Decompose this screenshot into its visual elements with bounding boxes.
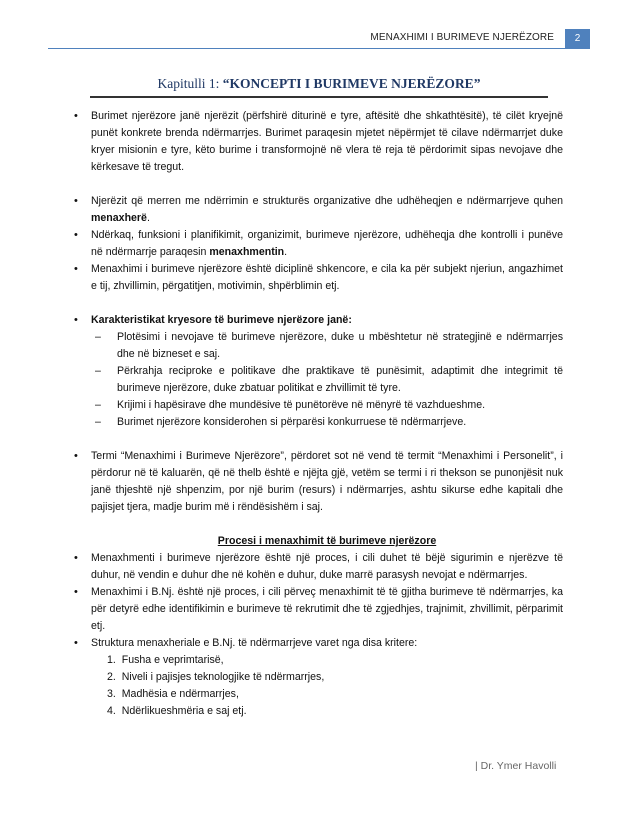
bold-term: menaxhmentin [209,246,285,258]
list-item [91,312,563,431]
sub-list-item: – Krijimi i hapësirave dhe mundësive të punëtorëve në mënyrë të vazhdueshme. [117,397,563,414]
list-item: • Njerëzit që merren me ndërrimin e strukturës organizative dhe udhëheqjen e ndërmarrjeve quhen menaxherë. [91,193,563,227]
bullet-list [91,108,563,176]
chapter-prefix: Kapitulli 1: [157,76,223,91]
header-rule [48,48,590,49]
list-item: • Menaxhimi i burimeve njerëzore është diciplinë shkencore, e cila ka për subjekt njeriun, angazhimet e tij, zhvillimin, përgatitjen, motivimin, shpërblimin etj. [91,261,563,295]
bullet-list [91,193,563,295]
sub-list [91,329,563,431]
list-item: • Struktura menaxheriale e B.Nj. të ndërmarrjeve varet nga disa kritere: 1. Fusha e veprimtarisë, 2. Niveli i pajisjes teknologjike të ndërmarrjes, 3. Madhësia e ndërmarrjes, 4. Ndërlikueshmëria e saj etj. [91,635,563,720]
page-number: 2 [565,29,590,48]
bullet-list [91,312,563,431]
list-item: • Ndërkaq, funksioni i planifikimit, organizimit, burimeve njerëzore, udhëheqja dhe kontrolli i punëve në ndërmarrje paraqesin menaxhmentin. [91,227,563,261]
numbered-item: 3. Madhësia e ndërmarrjes, [107,688,239,700]
bullet-list [91,448,563,516]
chapter-rule [90,96,548,98]
footer-author: | Dr. Ymer Havolli [475,760,557,772]
sub-list-item: – Plotësimi i nevojave të burimeve njerëzore, duke u mbështetur në strategjinë e ndërmarrjes dhe në bizneset e saj. [117,329,563,363]
bold-term: menaxherë [91,212,147,224]
list-item: • Burimet njerëzore janë njerëzit (përfshirë diturinë e tyre, aftësitë dhe shkathtësitë), të cilët kryejnë punët konkrete brenda ndërmarrjes. Burimet paraqesin mjetet nëpërmjet të cilave ndërmarrjet duke kryer misionin e tyre, këto burime i transformojnë në vlera të reja të përdorimit sipas nevojave dhe kërkesave të tregut. [91,108,563,176]
sub-list-item: – Burimet njerëzore konsiderohen si përparësi konkurruese të ndërmarrjeve. [117,414,563,431]
numbered-item: 4. Ndërlikueshmëria e saj etj. [107,705,247,717]
list-item: • Termi “Menaxhimi i Burimeve Njerëzore”, përdoret sot në vend të termit “Menaxhimi i Personelit”, i përdorur në të kaluarën, që në thelb është e njëjta gjë, vetëm se termi i ri thekson se punonjësit nuk janë thjeshtë një shpenzim, por një burim (resurs) i ndërmarrjes, ashtu sikurse edhe kapitali dhe pajisjet tjera, madje burim më i rëndësishëm i saj. [91,448,563,516]
sub-list-item: – Përkrahja reciproke e politikave dhe praktikave të punësimit, adaptimit dhe integrimit të burimeve njerëzore, duke zbatuar politikat e zhvillimit të tyre. [117,363,563,397]
numbered-item: 1. Fusha e veprimtarisë, [107,654,224,666]
numbered-item: 2. Niveli i pajisjes teknologjike të ndërmarrjes, [107,671,325,683]
chapter-heading [0,76,638,92]
list-item: • Menaxhmenti i burimeve njerëzore është një proces, i cili duhet të bëjë sigurimin e njerëzve të duhur, në vendin e duhur dhe në kohën e duhur, duke marrë parasysh nevojat e ndërmarrjes. [91,550,563,584]
page-header [0,29,638,49]
list-item: • Menaxhimi i B.Nj. është një proces, i cili përveç menaxhimit të të gjitha burimeve të ndërmarrjes, ka për detyrë edhe identifikimin e burimeve të rekrutimit dhe të zgjedhjes, trajnimit, zhvillimit, përparimit etj. [91,584,563,635]
numbered-list [91,652,563,720]
header-title: MENAXHIMI I BURIMEVE NJERËZORE [370,32,554,43]
bullet-list [91,550,563,720]
chapter-title: “KONCEPTI I BURIMEVE NJERËZORE” [222,76,481,91]
section-title: Procesi i menaxhimit të burimeve njerëzore [217,535,437,547]
characteristics-title: Karakteristikat kryesore të burimeve njerëzore janë: [91,314,352,326]
page-body [91,108,563,720]
